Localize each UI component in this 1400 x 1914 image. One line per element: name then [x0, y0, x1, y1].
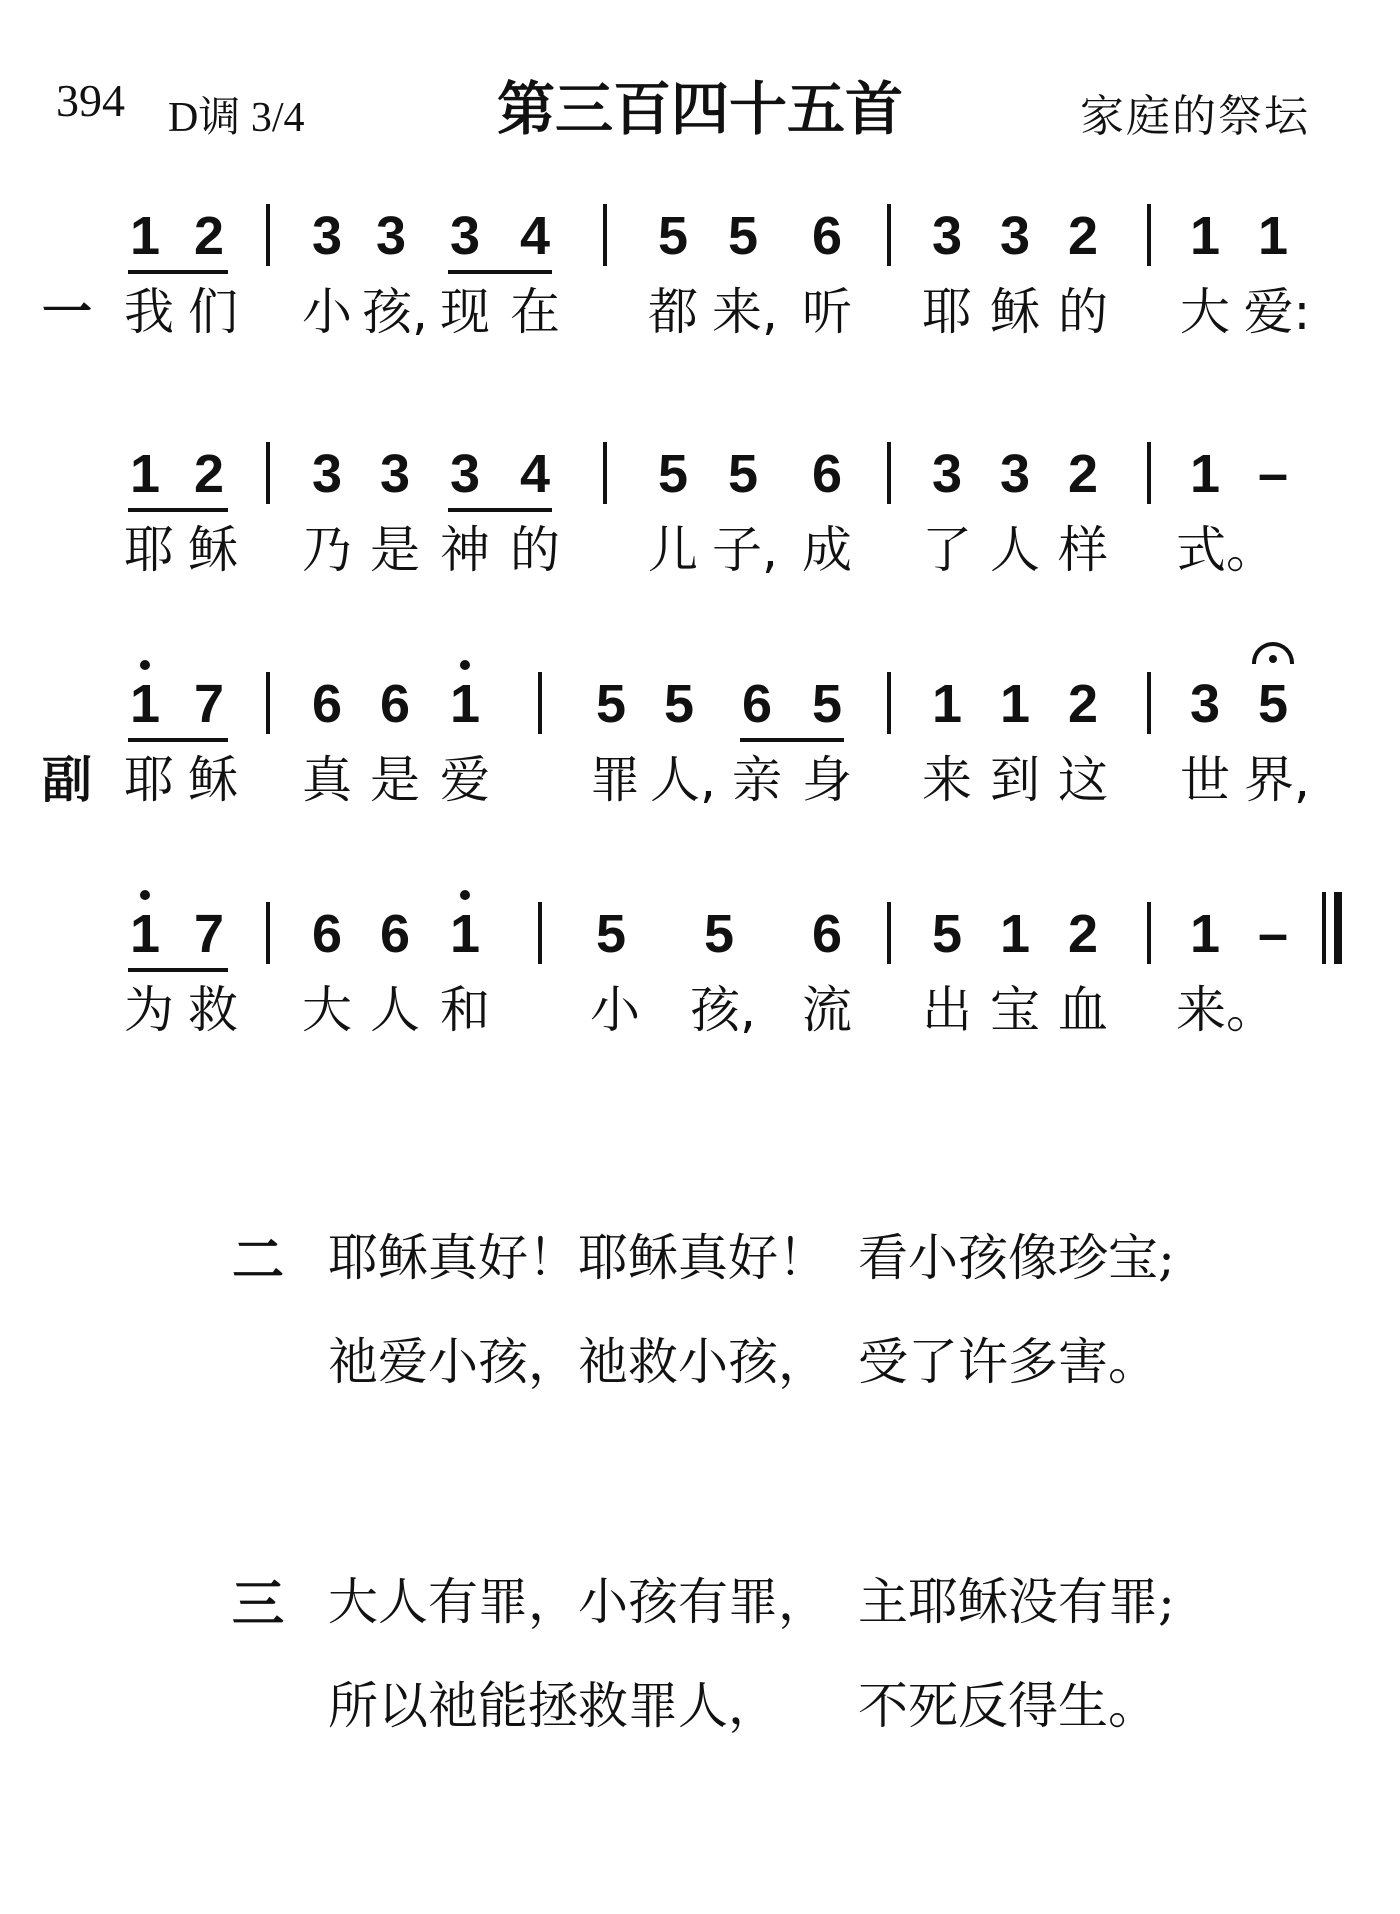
lyric: 罪 [590, 751, 640, 809]
note: 2 [1067, 444, 1099, 504]
note: 5 [703, 904, 735, 964]
verse-label [30, 516, 104, 584]
lyric: 界, [1244, 751, 1310, 809]
lyric: 爱 [440, 751, 490, 809]
lyric: 现 [440, 283, 490, 341]
note: 1 [931, 674, 963, 734]
hymn-source: 家庭的祭坛 [1080, 91, 1310, 142]
note-value: 5 [1257, 674, 1289, 734]
chorus-label: 副 [42, 751, 92, 809]
note: 3 [311, 444, 343, 504]
lyric: 神 [440, 521, 490, 579]
bar-line [266, 672, 270, 734]
note: 5 [727, 206, 759, 266]
beam-underline [740, 738, 844, 742]
note-fermata [1236, 668, 1310, 740]
beam-underline [128, 508, 228, 512]
note: 5 [657, 206, 689, 266]
lyric: 成 [802, 521, 852, 579]
bar-line [603, 204, 607, 266]
note: 3 [999, 444, 1031, 504]
lyric: 是 [370, 751, 420, 809]
verse-line: 看小孩像珍宝; [858, 1229, 1175, 1287]
verse-label: 一 [42, 283, 92, 341]
lyric: 亲 [732, 751, 782, 809]
bar-line [266, 902, 270, 964]
lyric: 爱: [1243, 283, 1311, 341]
bar-line [887, 672, 891, 734]
final-bar-thick [1334, 892, 1342, 964]
note: 3 [311, 206, 343, 266]
note: 3 [1189, 674, 1221, 734]
verse-number: 三 [232, 1575, 285, 1635]
note: 6 [311, 674, 343, 734]
note-dash: – [1257, 904, 1289, 964]
note: 5 [663, 674, 695, 734]
note: 6 [811, 444, 843, 504]
note: 3 [379, 444, 411, 504]
score-system-4 [0, 898, 1400, 1108]
beam-underline [128, 738, 228, 742]
lyric: 乃 [302, 521, 352, 579]
note: 4 [519, 444, 551, 504]
bar-line [887, 442, 891, 504]
lyric: 小 [590, 981, 640, 1039]
octave-dot [460, 890, 470, 900]
lyric: 宝 [990, 981, 1040, 1039]
lyric: 稣 [188, 521, 238, 579]
final-bar-thin [1322, 892, 1326, 964]
note: 1 [1189, 206, 1221, 266]
lyric: 世 [1180, 751, 1230, 809]
lyric: 耶 [124, 521, 174, 579]
score-system-2 [0, 438, 1400, 648]
lyric: 在 [510, 283, 560, 341]
note: 1 [129, 206, 161, 266]
note-value: 1 [129, 674, 161, 734]
lyric: 人 [370, 981, 420, 1039]
note: 5 [727, 444, 759, 504]
lyric: 和 [440, 981, 490, 1039]
hymn-book-number: 394 [56, 75, 125, 126]
lyric: 来。 [1176, 981, 1276, 1039]
lyric: 出 [922, 981, 972, 1039]
bar-line [266, 442, 270, 504]
lyric: 的 [1058, 283, 1108, 341]
lyric: 身 [802, 751, 852, 809]
verse-line: 受了许多害。 [858, 1333, 1158, 1391]
beam-underline [128, 270, 228, 274]
lyric: 是 [370, 521, 420, 579]
note: 5 [595, 674, 627, 734]
score-system-3 [0, 668, 1400, 878]
note: 4 [519, 206, 551, 266]
lyric: 们 [188, 283, 238, 341]
note: 6 [741, 674, 773, 734]
lyric: 小 [302, 283, 352, 341]
bar-line [538, 672, 542, 734]
lyric: 为 [124, 981, 174, 1039]
note: 5 [595, 904, 627, 964]
note: 2 [193, 444, 225, 504]
bar-line [1147, 204, 1151, 266]
note: 6 [311, 904, 343, 964]
verse-label [30, 976, 104, 1044]
lyric: 到 [990, 751, 1040, 809]
beam-underline [128, 968, 228, 972]
note: 2 [1067, 206, 1099, 266]
lyric: 大 [1180, 283, 1230, 341]
note: 1 [999, 904, 1031, 964]
note: 1 [1189, 904, 1221, 964]
verse-line: 耶稣真好！耶稣真好！ [328, 1229, 828, 1287]
note-high [108, 668, 182, 740]
bar-line [887, 902, 891, 964]
octave-dot [140, 890, 150, 900]
note: 3 [931, 206, 963, 266]
note: 5 [657, 444, 689, 504]
lyric: 都 [648, 283, 698, 341]
lyric: 这 [1058, 751, 1108, 809]
verse-2 [0, 1210, 1400, 1570]
note: 6 [811, 904, 843, 964]
lyric: 儿 [648, 521, 698, 579]
lyric: 式。 [1176, 521, 1276, 579]
note-high [428, 668, 502, 740]
note: 2 [1067, 904, 1099, 964]
note: 6 [379, 674, 411, 734]
lyric: 血 [1058, 981, 1108, 1039]
bar-line [1147, 672, 1151, 734]
lyric: 样 [1058, 521, 1108, 579]
hymn-title: 第三百四十五首 [496, 75, 903, 143]
note-value: 1 [449, 904, 481, 964]
lyric: 来, [712, 283, 778, 341]
note: 3 [375, 206, 407, 266]
note-high [428, 898, 502, 970]
note: 2 [1067, 674, 1099, 734]
lyric: 人 [990, 521, 1040, 579]
note: 3 [449, 206, 481, 266]
lyric: 稣 [990, 283, 1040, 341]
verse-line: 不死反得生。 [858, 1677, 1158, 1735]
lyric: 耶 [922, 283, 972, 341]
note-dash: – [1257, 444, 1289, 504]
beam-underline [448, 508, 552, 512]
lyric: 我 [124, 283, 174, 341]
note: 2 [193, 206, 225, 266]
bar-line [887, 204, 891, 266]
note: 1 [1189, 444, 1221, 504]
note: 7 [193, 904, 225, 964]
verse-line: 所以祂能拯救罪人， [328, 1677, 778, 1735]
lyric: 人, [650, 751, 716, 809]
page-header [0, 0, 1400, 150]
beam-underline [448, 270, 552, 274]
score-system-1 [0, 200, 1400, 410]
bar-line [1147, 902, 1151, 964]
key-time-signature: D调 3/4 [168, 95, 305, 141]
note: 3 [449, 444, 481, 504]
note: 5 [811, 674, 843, 734]
lyric: 救 [188, 981, 238, 1039]
note: 1 [129, 444, 161, 504]
lyric: 孩, [362, 283, 428, 341]
lyric: 耶 [124, 751, 174, 809]
note-value: 1 [449, 674, 481, 734]
bar-line [538, 902, 542, 964]
note: 3 [999, 206, 1031, 266]
lyric: 了 [922, 521, 972, 579]
lyric: 稣 [188, 751, 238, 809]
note-high [108, 898, 182, 970]
octave-dot [140, 660, 150, 670]
note: 1 [1257, 206, 1289, 266]
lyric: 流 [802, 981, 852, 1039]
note: 6 [379, 904, 411, 964]
lyric: 大 [302, 981, 352, 1039]
octave-dot [460, 660, 470, 670]
verse-line: 大人有罪，小孩有罪， [328, 1573, 828, 1631]
bar-line [603, 442, 607, 504]
note: 3 [931, 444, 963, 504]
note: 7 [193, 674, 225, 734]
lyric: 真 [302, 751, 352, 809]
verse-3 [0, 1554, 1400, 1914]
lyric: 的 [510, 521, 560, 579]
verse-number: 二 [232, 1231, 285, 1291]
lyric: 听 [802, 283, 852, 341]
lyric: 子, [712, 521, 778, 579]
bar-line [266, 204, 270, 266]
lyric: 孩, [690, 981, 756, 1039]
verse-line: 主耶稣没有罪; [858, 1573, 1175, 1631]
note: 5 [931, 904, 963, 964]
verse-line: 祂爱小孩，祂救小孩， [328, 1333, 828, 1391]
bar-line [1147, 442, 1151, 504]
note-value: 1 [129, 904, 161, 964]
note: 6 [811, 206, 843, 266]
note: 1 [999, 674, 1031, 734]
lyric: 来 [922, 751, 972, 809]
